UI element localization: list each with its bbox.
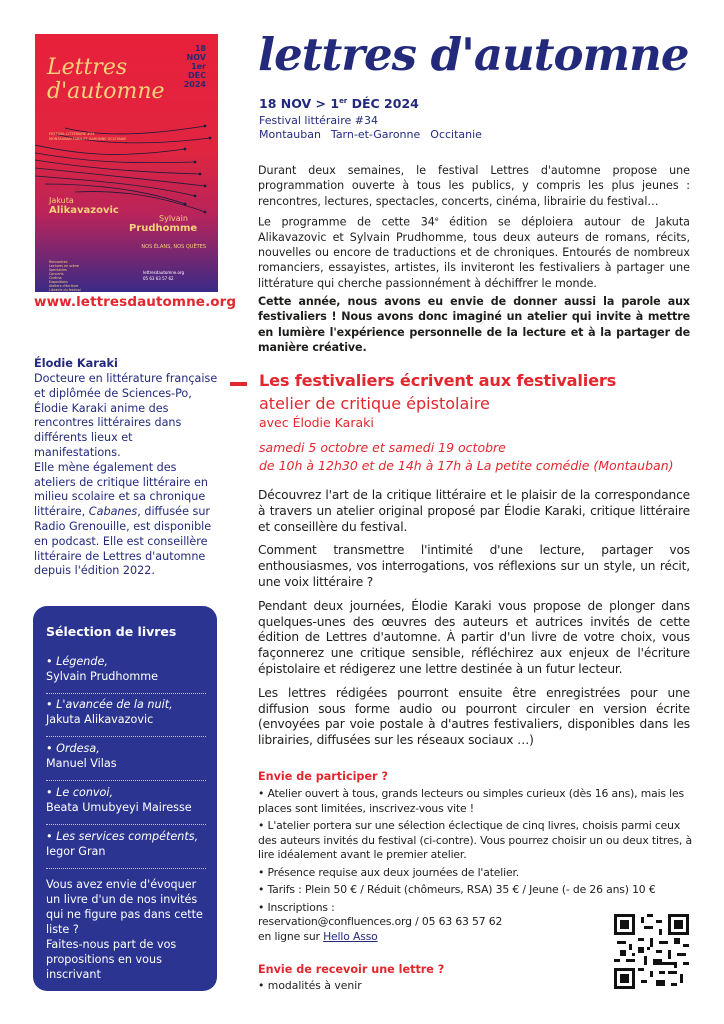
book-item: • L'avancée de la nuit, Jakuta Alikavazovic — [46, 698, 173, 726]
workshop-schedule: samedi 5 octobre et samedi 19 octobre de 10h à 12h30 et de 14h à 17h à La petite comédie (Montauban) — [259, 440, 674, 473]
festival-poster — [35, 34, 218, 292]
festival-places — [259, 128, 492, 141]
list-item: • Atelier ouvert à tous, grands lecteurs ou simples curieux (dès 16 ans), mais les places sont limitées, inscrivez-vous vite ! — [258, 787, 685, 815]
bio-text — [34, 372, 218, 579]
workshop-title: Les festivaliers écrivent aux festivaliers — [259, 371, 617, 390]
poster-author1-first: Jakuta — [49, 196, 74, 205]
festival-edition: Festival littéraire #34 — [259, 114, 378, 127]
intro-text — [258, 163, 690, 358]
festival-logo: lettres d'automne — [258, 28, 689, 81]
book-divider — [46, 868, 206, 869]
inscriptions-label: • Inscriptions : — [258, 900, 335, 914]
book-item: • Ordesa, Manuel Vilas — [46, 742, 117, 770]
place-department: Tarn-et-Garonne — [330, 128, 421, 141]
list-item: • L'atelier portera sur une sélection éclectique de cinq livres, choisis parmi ceux des auteurs invités du festival (ci-contre). Vous pourrez choisir un ou deux titres, à lire idéalement avant le premier atelier. — [258, 819, 692, 861]
website-link[interactable]: www.lettresdautomne.org — [34, 294, 237, 310]
workshop-description — [258, 488, 690, 757]
bio-paragraph-1: Docteure en littérature française et diplômée de Sciences-Po, Élodie Karaki anime des rencontres littéraires dans différents lieux et manifestations. — [34, 372, 218, 459]
workshop-subtitle: atelier de critique épistolaire — [259, 394, 490, 413]
poster-tagline: NOS ÉLANS, NOS QUÊTES — [141, 244, 206, 250]
workshop-paragraph-2: Comment transmettre l'intimité d'une lecture, partager vos enthousiasmes, vos interrogations, vos réflexions sur un style, un récit, une voix littéraire ? — [258, 543, 690, 589]
book-suggestion-text: Vous avez envie d'évoquer un livre d'un de nos invités qui ne figure pas dans cette liste ? Faites-nous part de vos propositions en vous inscrivant — [46, 878, 203, 981]
online-registration: en ligne sur Hello Asso — [258, 929, 378, 943]
workshop-paragraph-3: Pendant deux journées, Élodie Karaki vous propose de plonger dans quelques-unes des œuvres des auteurs et autrices invités de cette édition de Lettres d'automne. À partir d'un livre de votre choix, vous façonnerez une critique sensible, réfléchirez aux enjeux de l'écriture épistolaire et rédigerez une lettre destinée à un futur lecteur. — [258, 598, 690, 676]
poster-subtitle: FESTIVAL LITTÉRAIRE #34 MONTAUBAN TARN-ET-GARONNE OCCITANIE — [49, 132, 127, 141]
workshop-paragraph-4: Les lettres rédigées pourront ensuite être enregistrées pour une diffusion sous forme audio ou pourront circuler en version écrite (envoyées par voie postale à d'autres festivaliers, disponibles dans les librairies, diffusées sur les réseaux sociaux …) — [258, 685, 690, 748]
book-divider — [46, 693, 206, 694]
intro-paragraph-2: Le programme de cette 34e édition se déploiera autour de Jakuta Alikavazovic et Sylvain Prudhomme, tous deux auteurs de romans, récits, nouvelles ou encore de traductions et de chroniques. Entourés de nombreux romanciers, essayistes, artistes, ils inviteront les festivaliers à partager une littérature qui cherche passionnément à déchiffrer le monde. — [258, 215, 690, 290]
place-region: Occitanie — [430, 128, 482, 141]
book-item: • Le convoi, Beata Umubyeyi Mairesse — [46, 786, 192, 814]
book-divider — [46, 736, 206, 737]
workshop-paragraph-1: Découvrez l'art de la critique littéraire et le plaisir de la correspondance à travers un atelier original proposé par Élodie Karaki, critique littéraire et conseillère du festival. — [258, 488, 690, 534]
book-item: • Légende, Sylvain Prudhomme — [46, 655, 159, 683]
poster-dates: 18 NOV 1er DÉC 2024 — [183, 44, 206, 89]
workshop-host: avec Élodie Karaki — [259, 415, 374, 430]
hello-asso-link[interactable]: Hello Asso — [323, 929, 378, 943]
book-divider — [46, 824, 206, 825]
bio-paragraph-2: Elle mène également des ateliers de critique littéraire en milieu scolaire et sa chronique littéraire, Cabanes, diffusée sur Radio Grenouille, est disponible en podcast. Elle est conseillère littéraire de Lettres d'automne depuis l'édition 2022. — [34, 460, 212, 578]
poster-author2-first: Sylvain — [159, 214, 188, 223]
poster-author1-last: Alikavazovic — [49, 205, 119, 216]
place-city: Montauban — [259, 128, 321, 141]
festival-dates: 18 NOV > 1er DÉC 2024 — [259, 96, 419, 111]
book-item: • Les services compétents, Iegor Gran — [46, 830, 199, 858]
qr-code-icon[interactable] — [614, 914, 689, 989]
letter-heading: Envie de recevoir une lettre ? — [258, 963, 445, 976]
poster-footer: lettresdautomne.org 05 63 63 57 62 — [143, 270, 185, 281]
bio-name: Élodie Karaki — [34, 357, 118, 370]
contact-info: reservation@confluences.org / 05 63 63 57 62 — [258, 915, 503, 928]
participate-heading: Envie de participer ? — [258, 770, 388, 783]
poster-program-list: Rencontres Lectures en scène Spectacles Concerts Cinéma Expositions Ateliers d'écriture Librairie du festival — [49, 260, 81, 292]
book-selection-heading: Sélection de livres — [46, 624, 177, 639]
list-item: • Présence requise aux deux journées de l'atelier. — [258, 865, 520, 879]
letter-info: • modalités à venir — [258, 979, 362, 992]
intro-paragraph-1: Durant deux semaines, le festival Lettres d'automne propose une programmation ouverte à tous les publics, y compris les plus jeunes : rencontres, lectures, spectacles, concerts, cinéma, librairie du festival… — [258, 164, 690, 208]
list-item: • Tarifs : Plein 50 € / Réduit (chômeurs, RSA) 35 € / Jeune (- de 26 ans) 10 € — [258, 883, 656, 896]
book-divider — [46, 780, 206, 781]
intro-paragraph-3: Cette année, nous avons eu envie de donner aussi la parole aux festivaliers ! Nous avons donc imaginé un atelier qui invite à mettre en lumière l'expérience personnelle de la lecture et à la partager de manière créative. — [258, 295, 690, 354]
poster-author2-last: Prudhomme — [129, 223, 198, 234]
title-dash — [230, 382, 247, 386]
book-selection-panel — [33, 606, 217, 991]
poster-title: Lettres d'automne — [47, 55, 165, 104]
